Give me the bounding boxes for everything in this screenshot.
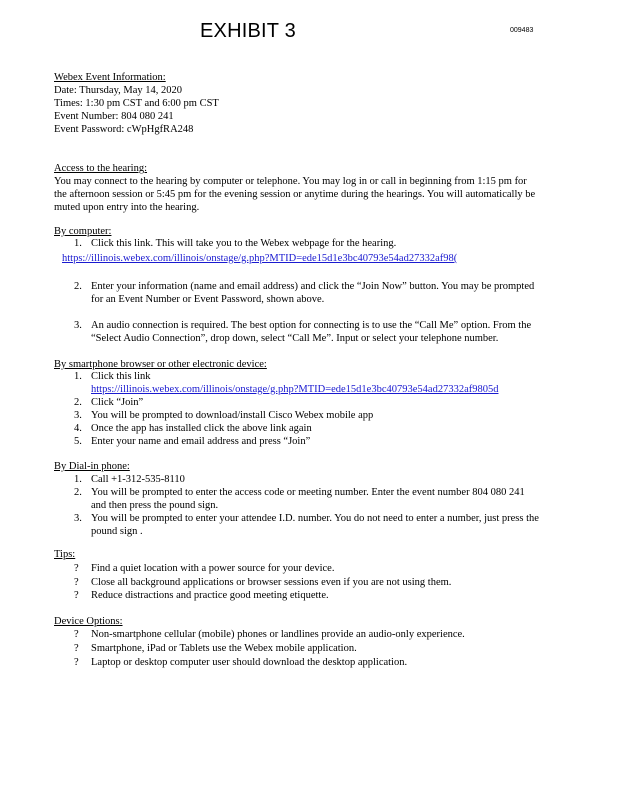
event-password: Event Password: cWpHgfRA248 (54, 124, 194, 135)
list-number: 1. (74, 238, 82, 249)
smartphone-step-1: Click this link (91, 371, 151, 382)
bullet-glyph: ? (74, 643, 79, 654)
list-number: 2. (74, 397, 82, 408)
bullet-glyph: ? (74, 657, 79, 668)
tips-heading: Tips: (54, 549, 76, 560)
event-number: Event Number: 804 080 241 (54, 111, 174, 122)
tips-item: Close all background applications or browser sessions even if you are not using them. (91, 577, 452, 588)
smartphone-step-4: Once the app has installed click the above link again (91, 423, 312, 434)
device-option-item: Laptop or desktop computer user should download the desktop application. (91, 657, 408, 668)
event-times: Times: 1:30 pm CST and 6:00 pm CST (54, 98, 219, 109)
list-number: 1. (74, 474, 82, 485)
dialin-step-3-line: You will be prompted to enter your attendee I.D. number. You do not need to enter a number, just press the (91, 513, 539, 524)
event-date: Date: Thursday, May 14, 2020 (54, 85, 183, 96)
smartphone-step-5: Enter your name and email address and press “Join” (91, 436, 311, 447)
dialin-heading: By Dial-in phone: (54, 461, 130, 472)
bullet-glyph: ? (74, 590, 79, 601)
list-number: 3. (74, 513, 82, 524)
device-option-item: Non-smartphone cellular (mobile) phones or landlines provide an audio-only experience. (91, 629, 465, 640)
computer-heading: By computer: (54, 226, 112, 237)
smartphone-step-2: Click “Join” (91, 397, 144, 408)
access-heading: Access to the hearing: (54, 163, 148, 174)
computer-step-3-line: “Select Audio Connection”, drop down, select “Call Me”. Input or select your telephone number. (91, 333, 499, 344)
list-number: 5. (74, 436, 82, 447)
webex-info-heading: Webex Event Information: (54, 72, 166, 83)
device-options-heading: Device Options: (54, 616, 123, 627)
device-option-item: Smartphone, iPad or Tablets use the Webex mobile application. (91, 643, 357, 654)
smartphone-heading: By smartphone browser or other electronic device: (54, 359, 267, 370)
computer-step-2-line: Enter your information (name and email address) and click the “Join Now” button. You may be prompted (91, 281, 535, 292)
bullet-glyph: ? (74, 563, 79, 574)
exhibit-title: EXHIBIT 3 (200, 20, 296, 42)
list-number: 2. (74, 281, 82, 292)
document-number: 009483 (510, 27, 534, 34)
smartphone-step-3: You will be prompted to download/install Cisco Webex mobile app (91, 410, 374, 421)
computer-step-3-line: An audio connection is required. The best option for connecting is to use the “Call Me” option. From the (91, 320, 532, 331)
dialin-step-2-line: You will be prompted to enter the access code or meeting number. Enter the event number 804 080 241 (91, 487, 525, 498)
smartphone-webex-link[interactable]: https://illinois.webex.com/illinois/onstage/g.php?MTID=ede15d1e3bc40793e54ad27332af9805d (91, 384, 499, 395)
list-number: 4. (74, 423, 82, 434)
dialin-step-1: Call +1-312-535-8110 (91, 474, 185, 485)
bullet-glyph: ? (74, 577, 79, 588)
dialin-step-3-line: pound sign . (91, 526, 143, 537)
access-text-line: muted upon entry into the hearing. (54, 202, 200, 213)
dialin-step-2-line: and then press the pound sign. (91, 500, 219, 511)
computer-webex-link[interactable]: https://illinois.webex.com/illinois/onstage/g.php?MTID=ede15d1e3bc40793e54ad27332af98( (62, 253, 458, 264)
bullet-glyph: ? (74, 629, 79, 640)
computer-step-1: Click this link. This will take you to the Webex webpage for the hearing. (91, 238, 397, 249)
tips-item: Reduce distractions and practice good meeting etiquette. (91, 590, 329, 601)
list-number: 3. (74, 320, 82, 331)
access-text-line: the afternoon session or 5:45 pm for the evening session or anytime during the hearings. You will automatically be (54, 189, 536, 200)
list-number: 1. (74, 371, 82, 382)
list-number: 3. (74, 410, 82, 421)
access-text-line: You may connect to the hearing by computer or telephone. You may log in or call in beginning from 1:15 pm for (54, 176, 527, 187)
computer-step-2-line: for an Event Number or Event Password, shown above. (91, 294, 325, 305)
list-number: 2. (74, 487, 82, 498)
tips-item: Find a quiet location with a power source for your device. (91, 563, 335, 574)
